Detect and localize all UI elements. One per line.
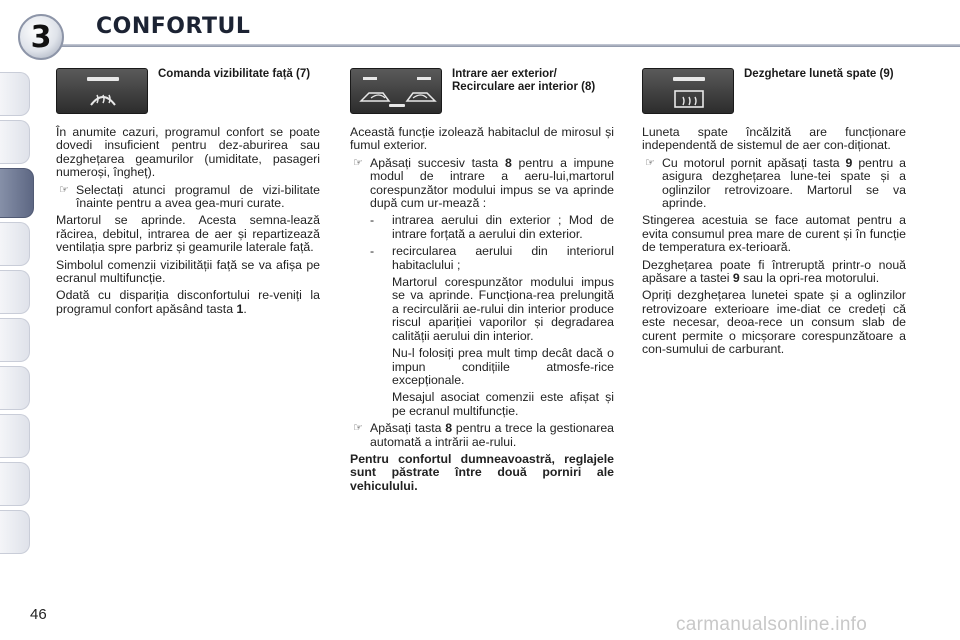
paragraph: Stingerea acestuia se face automat pentru a evita consumul prea mare de curent și în funcție de temperatura ex-terioară. xyxy=(642,213,906,255)
page-header xyxy=(0,0,960,70)
pointing-hand-icon: ☞ xyxy=(59,183,69,196)
bullet-item xyxy=(56,184,320,211)
chapter-tab-3-active[interactable] xyxy=(0,168,34,218)
key-number: 8 xyxy=(445,421,453,436)
indented-paragraph: Martorul corespunzător modului impus se va aprinde. Funcționa-rea prelungită a recirculării ae-rului din interior produce riscul apariției vaporilor și degradarea calității aerului din interior. xyxy=(392,275,614,343)
air-recirculation-icon xyxy=(351,69,443,115)
text: Apăsați succesiv tasta xyxy=(370,155,505,170)
text: Cu motorul pornit apăsați tasta xyxy=(662,155,846,170)
key-number: 9 xyxy=(845,155,853,170)
chapter-tab-strip xyxy=(0,72,34,582)
paragraph: Simbolul comenzii vizibilității față se va afișa pe ecranul multifuncție. xyxy=(56,257,320,286)
chapter-tab-5[interactable] xyxy=(0,270,30,314)
dash-marker: - xyxy=(370,213,375,228)
paragraph: Luneta spate încălzită are funcționare independentă de sistemul de aer con-diționat. xyxy=(642,125,906,153)
dash-item xyxy=(350,214,614,241)
dash-text: recircularea aerului din interiorul habitaclului ; xyxy=(392,244,614,272)
windshield-defrost-icon xyxy=(57,69,149,115)
rear-window-defrost-icon xyxy=(643,69,735,115)
bold-note: Pentru confortul dumneavoastră, reglajele sunt păstrate între două porniri ale vehiculului. xyxy=(350,451,614,493)
bullet-item xyxy=(642,157,906,211)
chapter-title: CONFORTUL xyxy=(96,14,251,39)
text: Apăsați tasta xyxy=(370,421,446,436)
chapter-tab-9[interactable] xyxy=(0,462,30,506)
watermark: carmanualsonline.info xyxy=(676,614,868,635)
paragraph: Opriți dezghețarea lunetei spate și a oglinzilor retrovizoare exterioare ime-diat ce credeți că este necesar, deoa-rece un consum slab de curent permite o micșorare corespunzătoare a con-sumului de carburant. xyxy=(642,288,906,357)
chapter-tab-1[interactable] xyxy=(0,72,30,116)
bullet-text: Selectați atunci programul de vizi-bilitate înainte pentru a avea gea-muri curate. xyxy=(76,182,320,211)
paragraph xyxy=(56,289,320,316)
chapter-tab-2[interactable] xyxy=(0,120,30,164)
key-number: 8 xyxy=(504,155,512,170)
dash-text: intrarea aerului din exterior ; Mod de intrare forțată a aerului din exterior. xyxy=(392,213,614,241)
chapter-tab-7[interactable] xyxy=(0,366,30,410)
pointing-hand-icon: ☞ xyxy=(353,156,363,169)
header-rule xyxy=(60,44,960,47)
page-number: 46 xyxy=(30,606,47,623)
chapter-tab-6[interactable] xyxy=(0,318,30,362)
key-number: 9 xyxy=(732,271,740,286)
pointing-hand-icon: ☞ xyxy=(353,422,363,435)
chapter-tab-8[interactable] xyxy=(0,414,30,458)
text: pentru a trece la gestionarea automată a intrării ae-rului. xyxy=(370,421,614,449)
text: . xyxy=(243,301,247,316)
section-body xyxy=(56,126,320,320)
text: sau la opri-rea motorului. xyxy=(739,271,880,286)
text: Odată cu dispariția disconfortului re-veniți la programul confort apăsând tasta xyxy=(56,288,320,316)
section-title: Intrare aer exterior/ Recirculare aer interior (8) xyxy=(452,68,596,93)
windshield-defrost-button-image xyxy=(56,68,148,114)
indented-paragraph: Mesajul asociat comenzii este afișat și pe ecranul multifuncție. xyxy=(392,390,614,418)
paragraph xyxy=(642,259,906,286)
chapter-tab-10[interactable] xyxy=(0,510,30,554)
text: Dezghețarea poate fi întreruptă printr-o nouă apăsare a tastei xyxy=(642,257,906,286)
section-title: Comanda vizibilitate față (7) xyxy=(158,68,311,80)
indented-paragraph: Nu-l folosiți prea mult timp decât dacă o impun condițiile atmosfe-rice excepționale. xyxy=(392,346,614,387)
bullet-item xyxy=(350,157,614,211)
text: pentru a impune modul de intrare a aeru-lui,martorul corespunzător modului impus se va aprinde după cum ur-mează : xyxy=(370,155,614,211)
rear-defrost-button-image xyxy=(642,68,734,114)
paragraph: În anumite cazuri, programul confort se poate dovedi insuficient pentru dez-aburirea sau dezghețarea geamurilor (umiditate, pasageri numeroși, îngheț). xyxy=(56,125,320,180)
section-title: Dezghetare lunetă spate (9) xyxy=(744,68,894,80)
text: pentru a asigura dezghețarea lune-tei spate și a oglinzilor retrovizoare. Martorul se va aprinde. xyxy=(662,155,906,211)
paragraph: Această funcție izolează habitaclul de mirosul și fumul exterior. xyxy=(350,125,614,153)
paragraph: Martorul se aprinde. Acesta semna-lează răcirea, debitul, intrarea de aer și repartizează ventilația spre parbriz și geamurile laterale față. xyxy=(56,213,320,255)
section-body xyxy=(350,126,614,497)
pointing-hand-icon: ☞ xyxy=(645,156,655,169)
air-recirculation-button-image xyxy=(350,68,442,114)
section-body xyxy=(642,126,906,361)
dash-item xyxy=(350,245,614,272)
bullet-item xyxy=(350,422,614,449)
key-number: 1 xyxy=(236,301,244,316)
dash-marker: - xyxy=(370,244,375,259)
chapter-tab-4[interactable] xyxy=(0,222,30,266)
chapter-number-badge: 3 xyxy=(18,14,64,60)
